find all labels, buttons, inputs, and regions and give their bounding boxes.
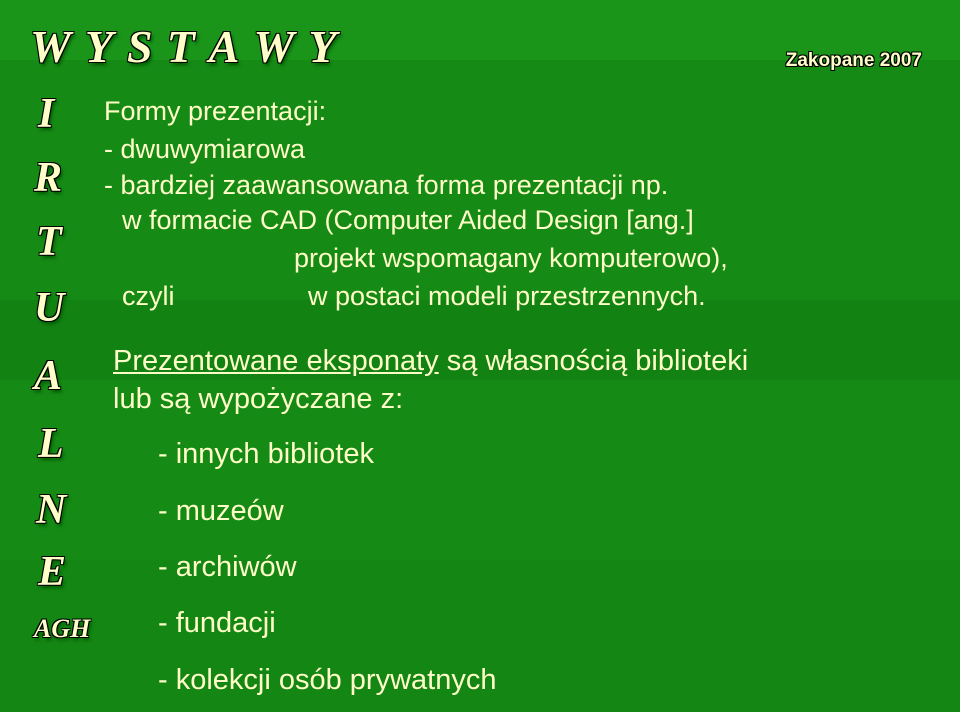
list-item: - bardziej zaawansowana forma prezentacji np. xyxy=(104,170,669,200)
title-letter: W xyxy=(253,21,295,72)
vertical-letter: T xyxy=(36,219,62,265)
title-wystawy xyxy=(30,20,350,73)
section-heading: Formy prezentacji: xyxy=(104,96,327,126)
intro-rest: są własnością biblioteki xyxy=(438,345,749,377)
vertical-letter: A xyxy=(34,353,63,399)
title-letter: S xyxy=(127,21,153,72)
text-line: w formacie CAD (Computer Aided Design [ang.] xyxy=(122,205,694,235)
text-line: w postaci modeli przestrzennych. xyxy=(308,281,706,311)
vertical-letter: N xyxy=(36,487,67,533)
event-label: Zakopane 2007 xyxy=(785,50,922,71)
title-letter: T xyxy=(166,21,195,72)
vertical-letter: L xyxy=(38,421,64,467)
agh-logo: AGH xyxy=(34,614,91,643)
title-letter: Y xyxy=(84,21,114,72)
list-item: - dwuwymiarowa xyxy=(104,134,306,164)
title-letter: Y xyxy=(308,21,337,72)
list-item: - fundacji xyxy=(158,607,276,639)
text-line: projekt wspomagany komputerowo), xyxy=(294,243,728,273)
intro-line: lub są wypożyczane z: xyxy=(113,383,404,415)
list-item: - innych bibliotek xyxy=(158,438,374,470)
text-line: czyli xyxy=(122,281,175,311)
intro-line xyxy=(113,345,748,377)
list-item: - muzeów xyxy=(158,495,284,527)
list-item: - archiwów xyxy=(158,551,297,583)
intro-underlined: Prezentowane eksponaty xyxy=(113,345,439,377)
title-letter: A xyxy=(208,21,240,72)
vertical-letter: E xyxy=(38,549,67,595)
vertical-letter: U xyxy=(34,285,65,331)
list-item: - kolekcji osób prywatnych xyxy=(158,664,497,696)
vertical-letter: R xyxy=(34,155,63,201)
vertical-letter: I xyxy=(38,91,55,137)
title-letter: W xyxy=(30,21,71,72)
